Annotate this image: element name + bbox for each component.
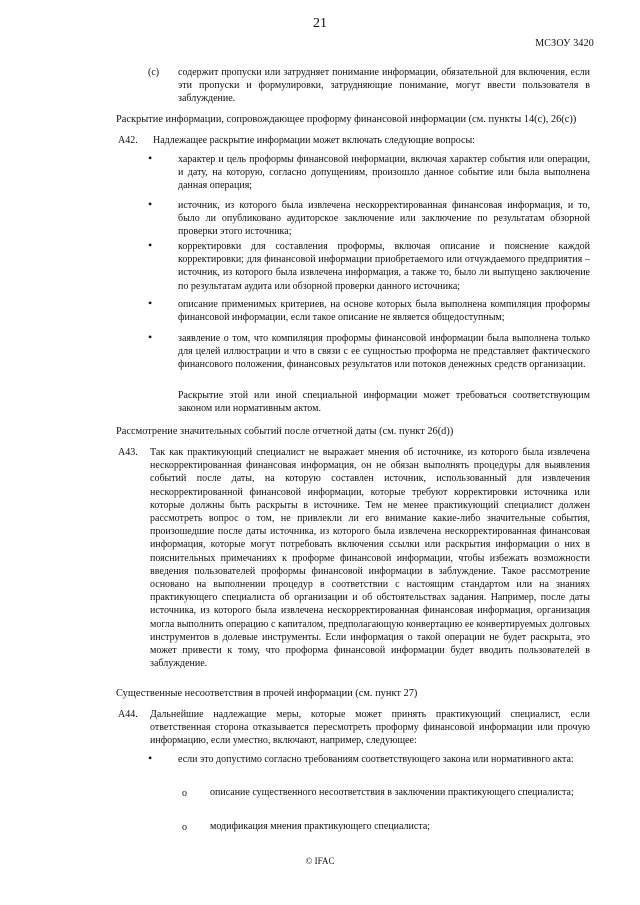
bullet-marker: •	[148, 751, 153, 765]
paragraph-a43-label: A43.	[118, 447, 138, 458]
page-number: 21	[313, 16, 327, 31]
list-item: характер и цель проформы финансовой информации, включая характер события или операции, и дату, на которую, согласно допущениям, произошло данное событие или была выполнена данная операция;	[178, 154, 590, 192]
sub-list-item: модификация мнения практикующего специалиста;	[210, 821, 431, 832]
paragraph-a42-note: Раскрытие этой или иной специальной информации может требоваться соответствующим законом или нормативным актом.	[178, 390, 590, 415]
list-item: источник, из которого была извлечена нескорректированная финансовая информация, и то, было ли опубликовано аудиторское заключение или заключение по результатам обзорной проверки этого источника;	[178, 200, 590, 238]
paragraph-a44-label: A44.	[118, 709, 138, 720]
bullet-marker: •	[148, 197, 153, 211]
bullet-marker: •	[148, 151, 153, 165]
list-item: корректировки для составления проформы, включая описание и пояснение каждой корректировки; для финансовой информации приобретаемого или отчуждаемого предприятия – источник, из которого была извлечена информация, а также то, было ли выпущено заключение по результатам аудита или обзорной проверки данного источника;	[178, 241, 590, 292]
bullet-marker: •	[148, 330, 153, 344]
list-item: если это допустимо согласно требованиям соответствующего закона или нормативного акта:	[178, 754, 574, 765]
item-c-label: (c)	[148, 67, 160, 78]
list-item: описание применимых критериев, на основе которых была выполнена компиляция проформы финансовой информации, если такое описание не является общедоступным;	[178, 299, 590, 324]
section-heading-disclosure: Раскрытие информации, сопровождающее проформу финансовой информации (см. пункты 14(c), 26(c))	[116, 114, 577, 125]
sub-list-item: описание существенного несоответствия в заключении практикующего специалиста;	[210, 787, 574, 798]
item-c-text: содержит пропуски или затрудняет понимание информации, обязательной для включения, если эти пропуски и формулировки, затрудняющие понимание, могут ввести пользователя в заблуждение.	[178, 67, 590, 105]
document-code: МСЗОУ 3420	[535, 38, 594, 49]
paragraph-a42-intro: Надлежащее раскрытие информации может включать следующие вопросы:	[153, 135, 475, 146]
section-heading-inconsistencies: Существенные несоответствия в прочей информации (см. пункт 27)	[116, 688, 418, 699]
bullet-marker: •	[148, 238, 153, 252]
paragraph-a43-text: Так как практикующий специалист не выражает мнения об источнике, из которого была извлечена нескорректированная финансовая информация, он не обязан выполнять процедуры для выявления событий после даты, на которую составлен источник, использованный для извлечения нескорректированной финансовой информации, которые требуют корректировки источника или которые должны быть раскрыты в источнике. Тем не менее практикующий специалист должен рассмотреть вопрос о том, не привлекли ли его внимание какие-либо значительные события, произошедшие после даты источника, из которого была извлечена нескорректированная финансовая информация, которые могут потребовать включения ссылки или раскрытия информации о них в пояснительных примечаниях к проформе финансовой информации, чтобы избежать возможности введения пользователей проформы финансовой информации в заблуждение. Такое рассмотрение основано на выполнении процедур в соответствии с настоящим стандартом или на знаниях практикующего специалиста об организации и об обстоятельствах задания. Например, после даты источника, из которого была извлечена нескорректированная финансовая информация, организация могла выполнить операцию с капиталом, предполагающую конвертацию ее конвертируемых долговых инструментов в долевые инструменты. Если информация о такой операции не будет раскрыта, это может привести к тому, что проформа финансовой информации будет вводить пользователей в заблуждение.	[150, 447, 590, 670]
sub-bullet-marker: o	[182, 788, 187, 799]
section-heading-subsequent-events: Рассмотрение значительных событий после отчетной даты (см. пункт 26(d))	[116, 426, 454, 437]
bullet-marker: •	[148, 296, 153, 310]
paragraph-a44-text: Дальнейшие надлежащие меры, которые может принять практикующий специалист, если ответственная сторона отказывается пересмотреть проформу финансовой информации или прочую информацию, если уместно, включают, например, следующее:	[150, 709, 590, 747]
copyright-footer: © IFAC	[305, 856, 335, 866]
sub-bullet-marker: o	[182, 822, 187, 833]
paragraph-a42-label: A42.	[118, 135, 138, 146]
list-item: заявление о том, что компиляция проформы финансовой информации была выполнена только для целей иллюстрации и что в связи с ее сущностью проформа не представляет фактического финансового положения, финансовых результатов или потоков денежных средств организации.	[178, 333, 590, 371]
